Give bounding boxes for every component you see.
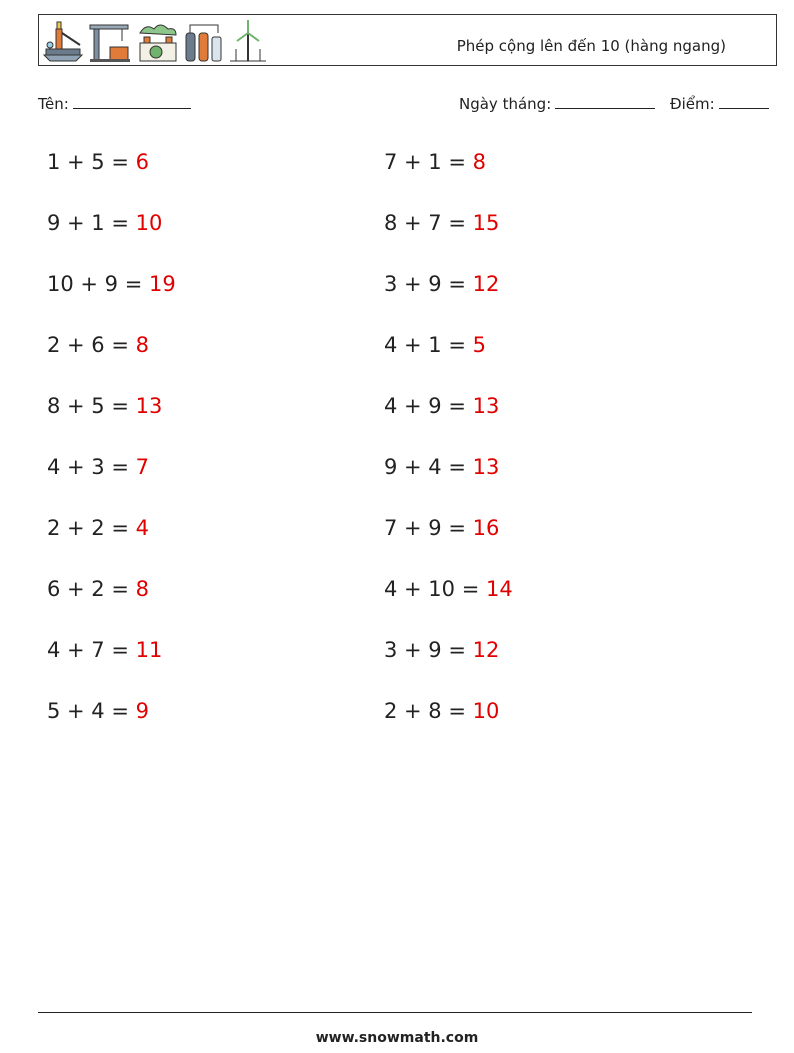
footer-url: www.snowmath.com: [315, 1030, 479, 1046]
problem-right-6: [384, 455, 499, 479]
problem-answer: 12: [472, 638, 500, 662]
problem-answer: 12: [472, 272, 500, 296]
problem-right-9: [384, 638, 499, 662]
problem-answer: 6: [135, 150, 149, 174]
problem-answer: 13: [135, 394, 163, 418]
problem-left-6: [47, 455, 149, 479]
score-label: Điểm:: [670, 95, 715, 113]
problem-question: 10 + 9 =: [47, 272, 149, 296]
problem-right-4: [384, 333, 486, 357]
problem-question: 4 + 10 =: [384, 577, 486, 601]
problem-answer: 10: [135, 211, 163, 235]
oil-rig-icon: [42, 19, 84, 63]
problem-answer: 5: [472, 333, 486, 357]
date-blank: [555, 94, 655, 109]
problem-answer: 8: [135, 577, 149, 601]
problem-answer: 15: [472, 211, 500, 235]
problem-question: 9 + 1 =: [47, 211, 136, 235]
problem-left-3: [47, 272, 176, 296]
problem-answer: 4: [135, 516, 149, 540]
problem-question: 2 + 2 =: [47, 516, 136, 540]
problem-left-5: [47, 394, 162, 418]
date-label: Ngày tháng:: [459, 95, 552, 113]
problem-answer: 16: [472, 516, 500, 540]
problem-left-1: [47, 150, 149, 174]
problem-answer: 8: [135, 333, 149, 357]
problem-left-8: [47, 577, 149, 601]
problem-answer: 13: [472, 394, 500, 418]
problem-answer: 10: [472, 699, 500, 723]
wind-turbine-icon: [228, 19, 268, 63]
problem-question: 4 + 3 =: [47, 455, 136, 479]
problem-right-8: [384, 577, 513, 601]
problem-right-10: [384, 699, 499, 723]
problem-question: 8 + 7 =: [384, 211, 473, 235]
score-blank: [719, 94, 769, 109]
problem-answer: 11: [135, 638, 163, 662]
problem-answer: 8: [472, 150, 486, 174]
problem-question: 3 + 9 =: [384, 638, 473, 662]
problem-right-5: [384, 394, 499, 418]
problem-question: 2 + 8 =: [384, 699, 473, 723]
factory-icon: [136, 19, 180, 63]
problem-left-9: [47, 638, 162, 662]
problem-left-2: [47, 211, 162, 235]
problem-answer: 9: [135, 699, 149, 723]
problem-left-4: [47, 333, 149, 357]
problem-answer: 13: [472, 455, 500, 479]
score-field: [670, 94, 769, 113]
problem-right-2: [384, 211, 499, 235]
problem-right-1: [384, 150, 486, 174]
header-icons: [42, 19, 268, 63]
problem-question: 7 + 9 =: [384, 516, 473, 540]
problem-question: 7 + 1 =: [384, 150, 473, 174]
problem-question: 9 + 4 =: [384, 455, 473, 479]
problem-right-3: [384, 272, 499, 296]
problem-right-7: [384, 516, 499, 540]
problem-question: 4 + 9 =: [384, 394, 473, 418]
problem-answer: 19: [148, 272, 176, 296]
problem-question: 5 + 4 =: [47, 699, 136, 723]
problem-question: 2 + 6 =: [47, 333, 136, 357]
problem-question: 1 + 5 =: [47, 150, 136, 174]
crane-icon: [88, 19, 132, 63]
problem-question: 3 + 9 =: [384, 272, 473, 296]
problem-question: 6 + 2 =: [47, 577, 136, 601]
problem-question: 8 + 5 =: [47, 394, 136, 418]
gas-cylinders-icon: [184, 19, 224, 63]
problem-left-7: [47, 516, 149, 540]
date-field: [459, 94, 655, 113]
problem-left-10: [47, 699, 149, 723]
problem-question: 4 + 1 =: [384, 333, 473, 357]
worksheet-title: Phép cộng lên đến 10 (hàng ngang): [456, 37, 726, 55]
problem-answer: 14: [485, 577, 513, 601]
footer-divider: [38, 1012, 752, 1013]
problem-answer: 7: [135, 455, 149, 479]
name-blank: [73, 94, 191, 109]
name-field: [38, 94, 191, 113]
problem-question: 4 + 7 =: [47, 638, 136, 662]
name-label: Tên:: [38, 95, 69, 113]
worksheet-header: [38, 14, 777, 66]
